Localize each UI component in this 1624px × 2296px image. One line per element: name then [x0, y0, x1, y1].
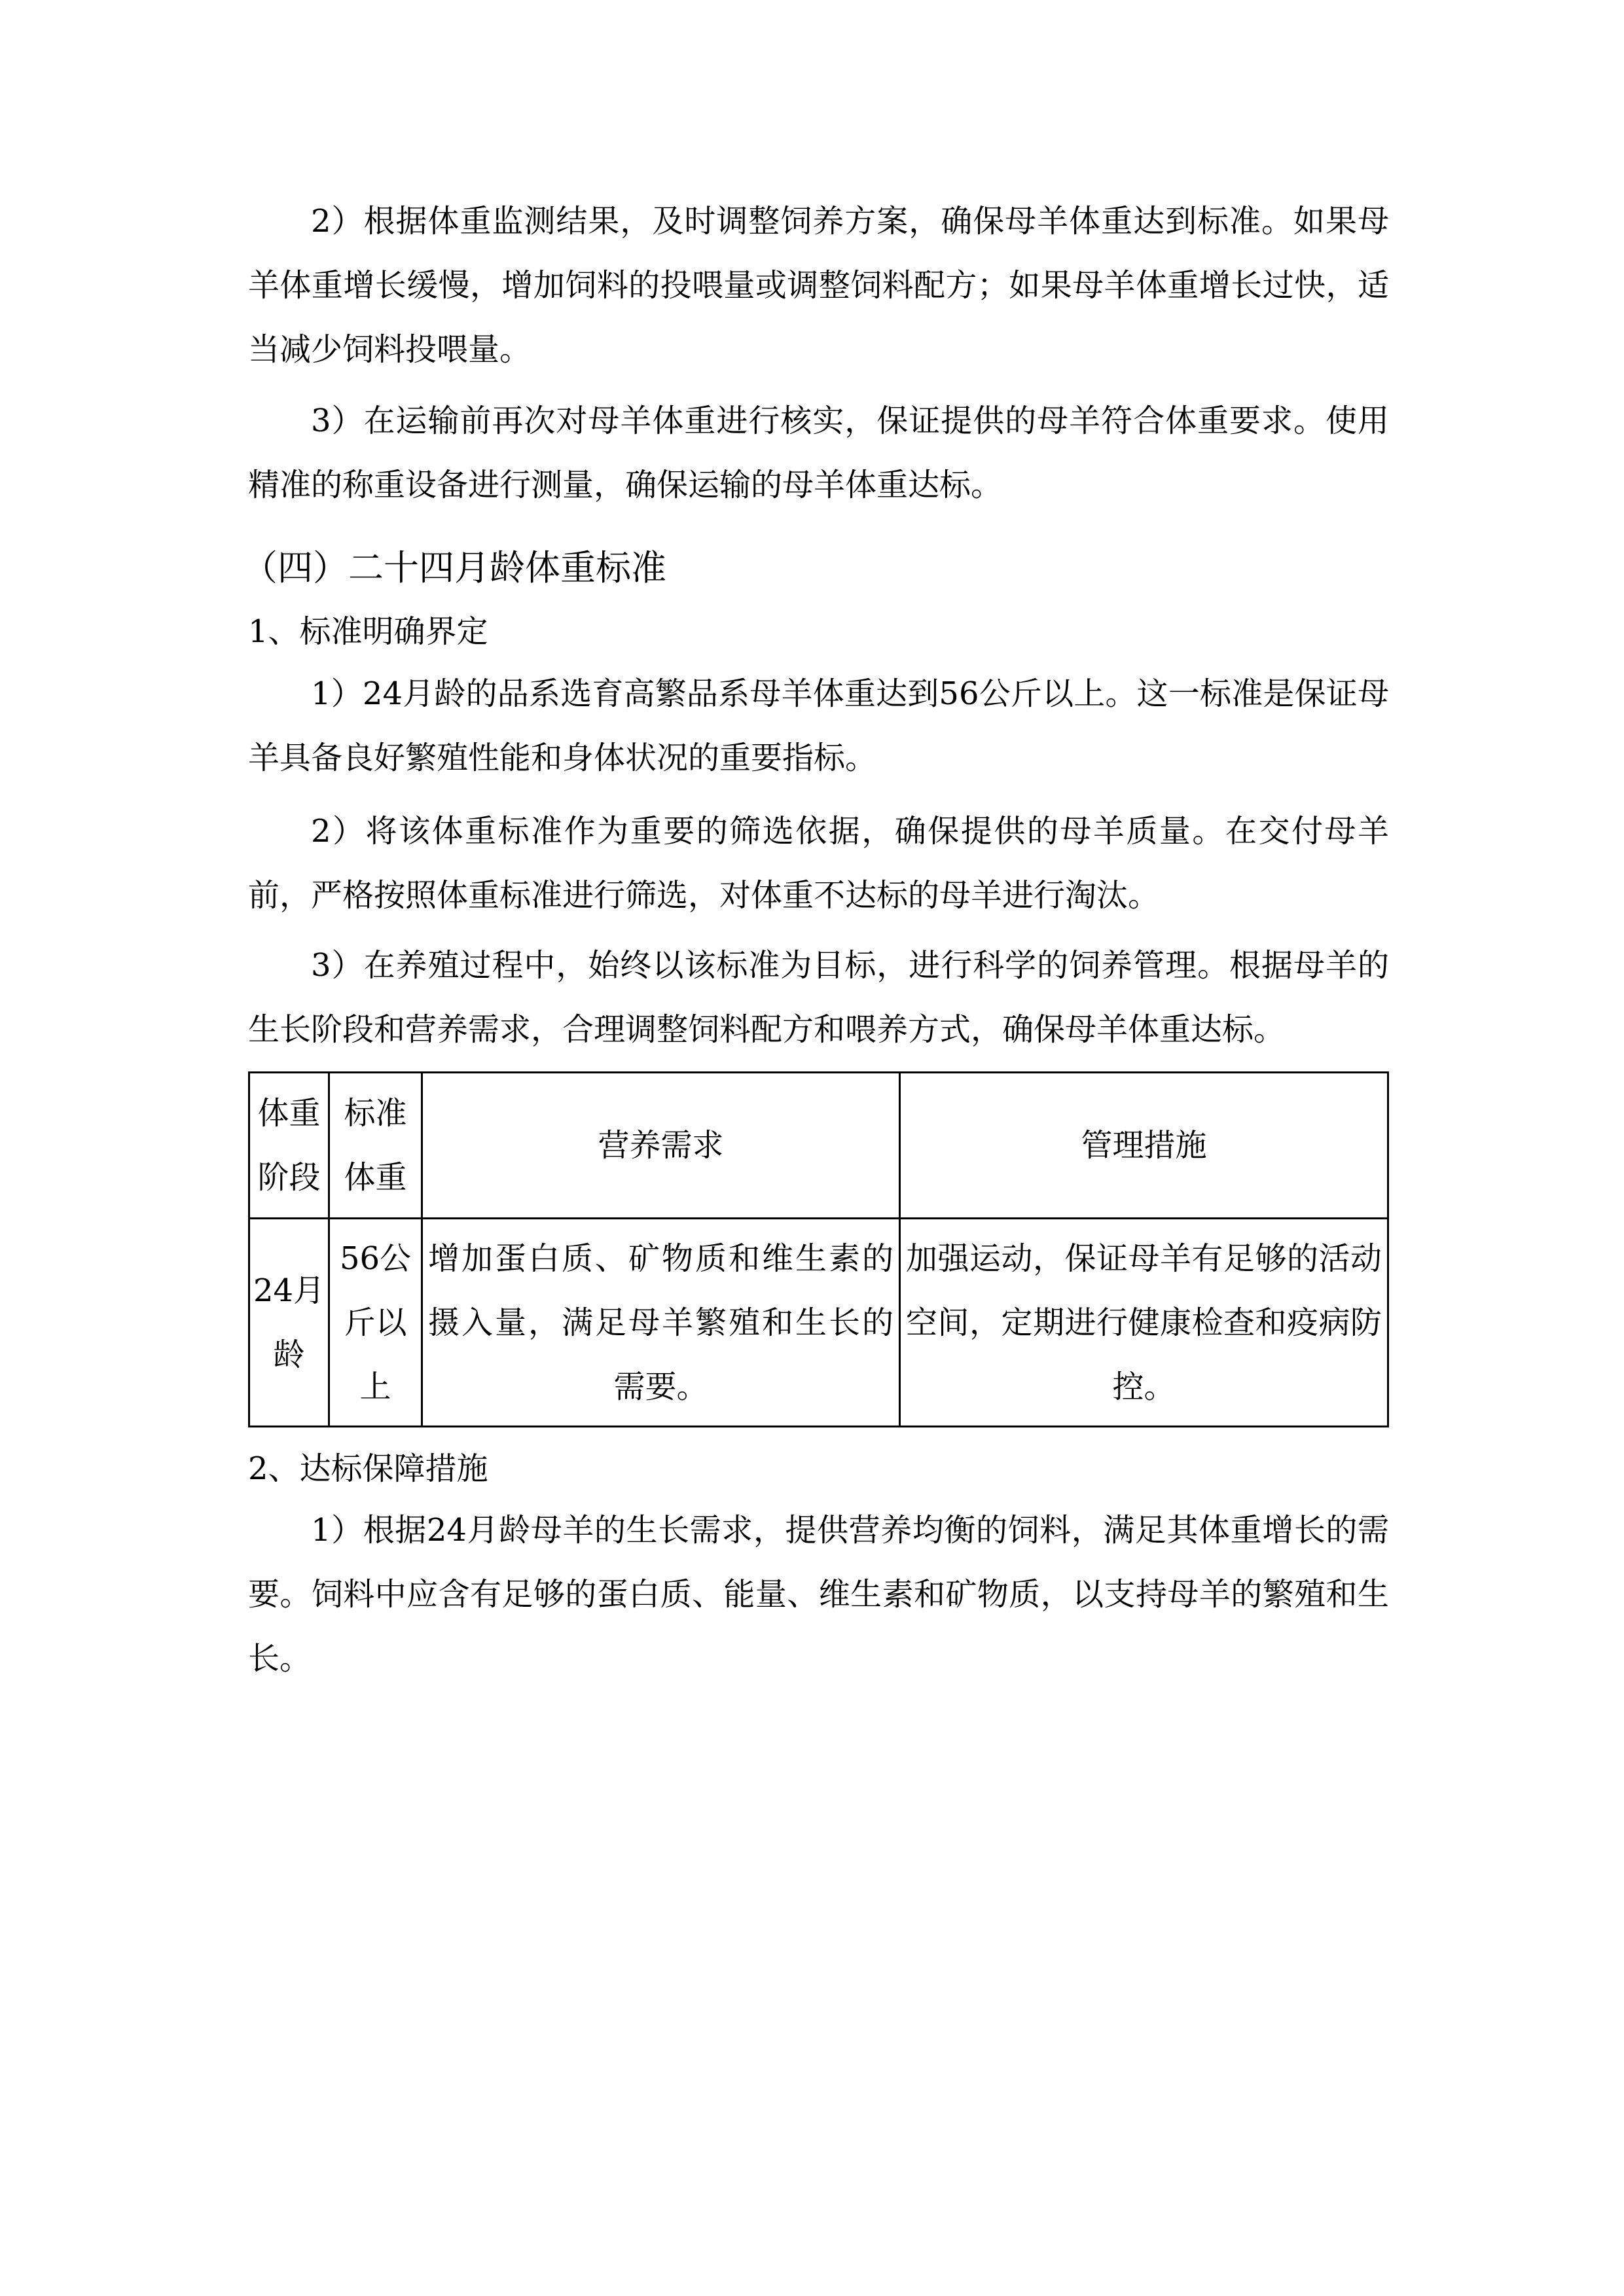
header-cell: 标准体重: [329, 1073, 422, 1219]
table-cell: 24月龄: [249, 1219, 329, 1427]
table-header-row: [249, 1073, 1388, 1219]
subsection-title: 2、达标保障措施: [248, 1450, 488, 1487]
header-cell: 营养需求: [422, 1073, 900, 1219]
paragraph: 1）根据24月龄母羊的生长需求，提供营养均衡的饲料，满足其体重增长的需要。饲料中应含有足够的蛋白质、能量、维生素和矿物质，以支持母羊的繁殖和生长。: [248, 1512, 1389, 1677]
table-row: [249, 1219, 1388, 1427]
section-title: （四）二十四月龄体重标准: [242, 547, 666, 588]
paragraph: 2）将该体重标准作为重要的筛选依据，确保提供的母羊质量。在交付母羊前，严格按照体重标准进行筛选，对体重不达标的母羊进行淘汰。: [248, 813, 1389, 914]
weight-standard-table: [248, 1071, 1389, 1427]
subsection-title: 1、标准明确界定: [248, 613, 488, 650]
paragraph: 3）在运输前再次对母羊体重进行核实，保证提供的母羊符合体重要求。使用精准的称重设备进行测量，确保运输的母羊体重达标。: [248, 403, 1389, 503]
table-cell: 增加蛋白质、矿物质和维生素的摄入量，满足母羊繁殖和生长的需要。: [422, 1219, 900, 1427]
paragraph: 3）在养殖过程中，始终以该标准为目标，进行科学的饲养管理。根据母羊的生长阶段和营养需求，合理调整饲料配方和喂养方式，确保母羊体重达标。: [248, 947, 1389, 1048]
table-cell: 加强运动，保证母羊有足够的活动空间，定期进行健康检查和疫病防控。: [900, 1219, 1388, 1427]
table-cell: 56公斤以上: [329, 1219, 422, 1427]
header-cell: 管理措施: [900, 1073, 1388, 1219]
paragraph: 1）24月龄的品系选育高繁品系母羊体重达到56公斤以上。这一标准是保证母羊具备良好繁殖性能和身体状况的重要指标。: [248, 675, 1389, 776]
paragraph: 2）根据体重监测结果，及时调整饲养方案，确保母羊体重达到标准。如果母羊体重增长缓慢，增加饲料的投喂量或调整饲料配方；如果母羊体重增长过快，适当减少饲料投喂量。: [248, 203, 1389, 368]
header-cell: 体重阶段: [249, 1073, 329, 1219]
